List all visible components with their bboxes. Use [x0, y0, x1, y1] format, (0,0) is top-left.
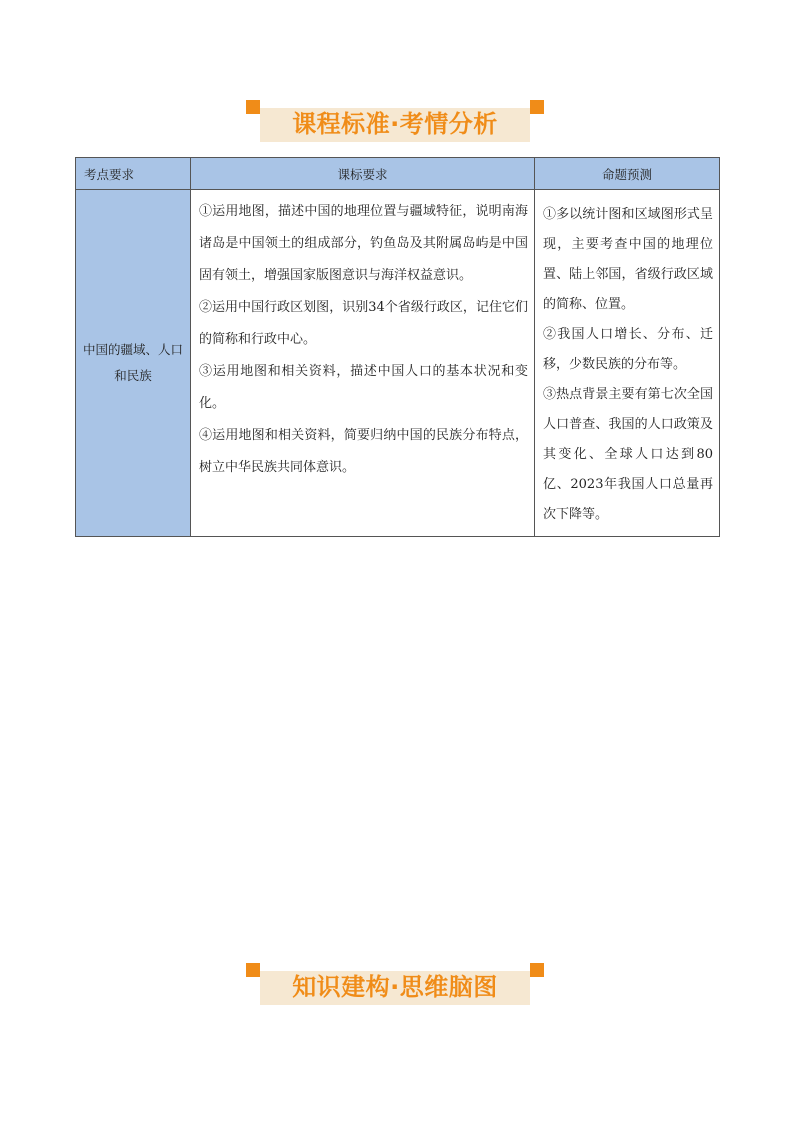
banner-square-left	[246, 100, 260, 114]
banner-square-right	[530, 100, 544, 114]
header-exam-points: 考点要求	[76, 158, 191, 190]
table-header-row	[76, 158, 720, 190]
banner-square-right	[530, 963, 544, 977]
prediction-item: ①多以统计图和区域图形式呈现，主要考查中国的地理位置、陆上邻国，省级行政区域的简称、位置。	[543, 207, 713, 312]
requirement-item: ③运用地图和相关资料，描述中国人口的基本状况和变化。	[199, 364, 528, 411]
prediction-item: ③热点背景主要有第七次全国人口普查、我国的人口政策及其变化、全球人口达到80亿、2023年我国人口总量再次下降等。	[543, 387, 713, 522]
requirement-item: ①运用地图，描述中国的地理位置与疆域特征，说明南海诸岛是中国领土的组成部分，钓鱼岛及其附属岛屿是中国固有领土，增强国家版图意识与海洋权益意识。	[199, 204, 528, 283]
banner-square-left	[246, 963, 260, 977]
requirements-cell	[191, 190, 535, 537]
banner-title: 知识建构·思维脑图	[292, 973, 498, 1001]
table-row	[76, 190, 720, 537]
section-banner-knowledge	[246, 963, 544, 1007]
banner-title: 课程标准·考情分析	[292, 110, 498, 138]
requirement-item: ④运用地图和相关资料，简要归纳中国的民族分布特点，树立中华民族共同体意识。	[199, 428, 528, 475]
requirement-item: ②运用中国行政区划图，识别34个省级行政区，记住它们的简称和行政中心。	[199, 300, 528, 347]
header-curriculum-requirements: 课标要求	[191, 158, 535, 190]
curriculum-table	[75, 157, 720, 537]
predictions-cell	[535, 190, 720, 537]
prediction-item: ②我国人口增长、分布、迁移，少数民族的分布等。	[543, 327, 713, 372]
section-banner-curriculum	[246, 100, 544, 144]
topic-cell: 中国的疆域、人口和民族	[76, 190, 191, 537]
header-predictions: 命题预测	[535, 158, 720, 190]
